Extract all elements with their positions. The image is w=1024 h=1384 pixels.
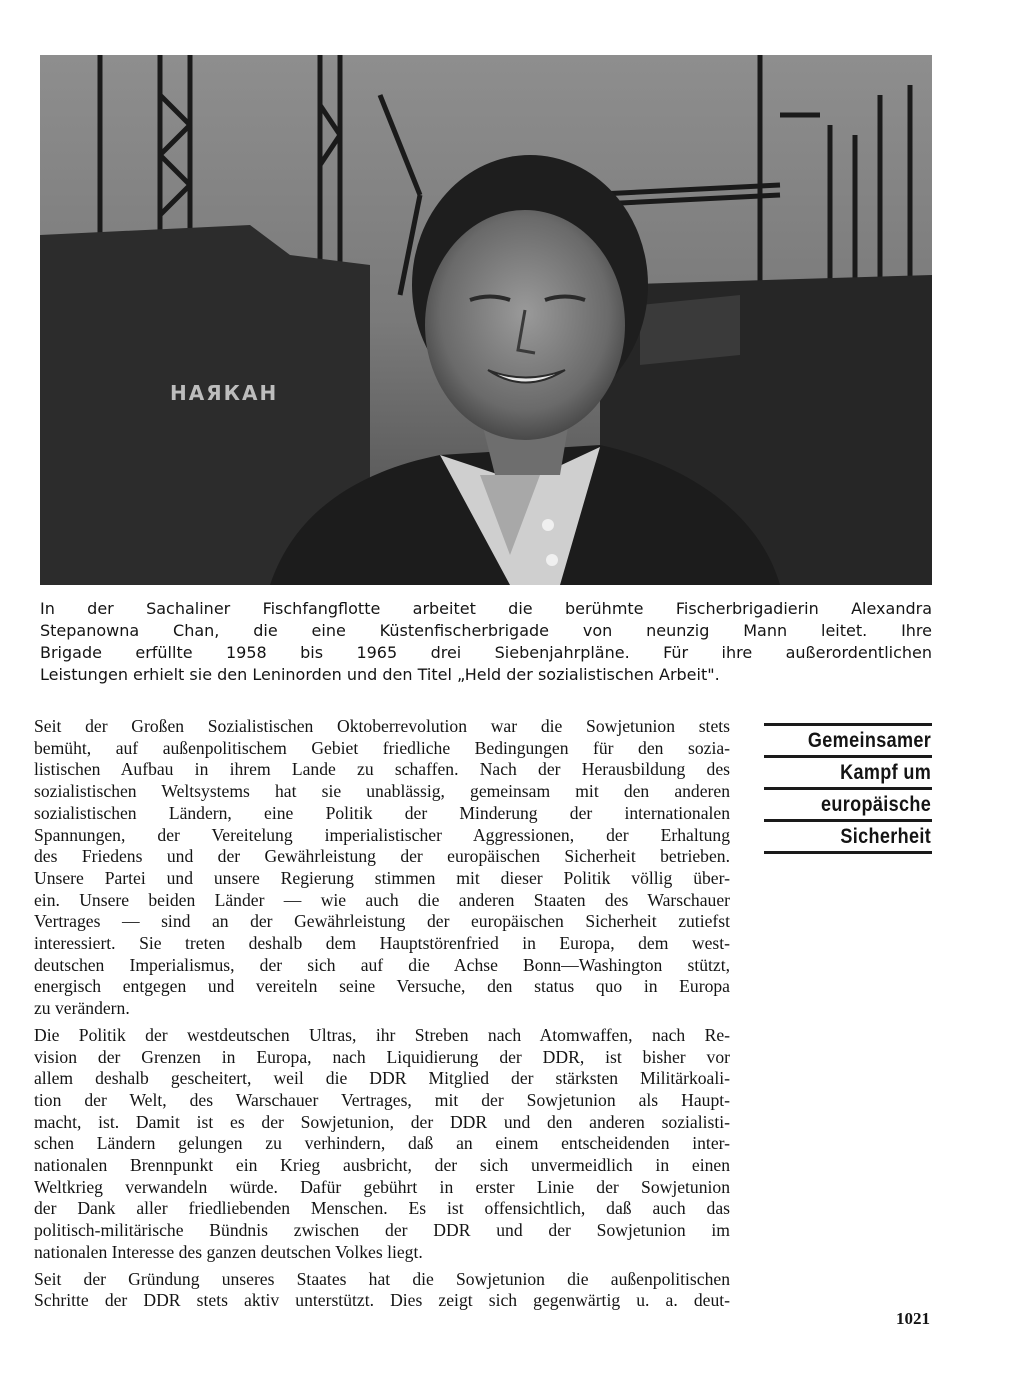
text-line: ein. Unsere beiden Länder — wie auch die anderen Staaten des Warschauer bbox=[34, 889, 730, 910]
boat-lettering: НАЯКАН bbox=[170, 381, 279, 405]
text-line: energisch entgegen und vereiteln seine Versuche, den status quo in Europa bbox=[34, 976, 730, 997]
caption-line: Stepanowna Chan, die eine Küstenfischerbrigade von neunzig Mann leitet. Ihre bbox=[40, 621, 932, 640]
text-line: tion der Welt, des Warschauer Vertrages, mit der Sowjetunion als Haupt- bbox=[34, 1089, 730, 1110]
heading-line: europäische bbox=[820, 793, 932, 816]
sidebar-heading bbox=[764, 723, 932, 854]
text-line: nationalen Interesse des ganzen deutschen Volkes liegt. bbox=[34, 1241, 423, 1262]
heading-line: Sicherheit bbox=[840, 825, 932, 848]
text-line: der Dank aller friedliebenden Menschen. Es ist offensichtlich, daß auch das bbox=[34, 1198, 730, 1219]
heading-rule bbox=[764, 851, 932, 854]
text-line: Unsere Partei und unsere Regierung stimmen mit dieser Politik völlig über- bbox=[34, 867, 730, 888]
text-line: sozialistischen Weltsystems hat sie unablässig, gemeinsam mit den anderen bbox=[34, 781, 730, 802]
text-line: sozialistischen Ländern, eine Politik der Minderung der internationalen bbox=[34, 802, 730, 823]
caption-line: Brigade erfüllte 1958 bis 1965 drei Siebenjahrpläne. Für ihre außerordentlichen bbox=[40, 643, 932, 662]
text-line: Weltkrieg verwandeln würde. Dafür gebührt in erster Linie der Sowjetunion bbox=[34, 1176, 730, 1197]
paragraph-1 bbox=[34, 716, 730, 1020]
text-line: vision der Grenzen in Europa, nach Liquidierung der DDR, ist bisher vor bbox=[34, 1046, 730, 1067]
photo-illustration bbox=[40, 55, 932, 585]
photo-caption bbox=[40, 598, 932, 686]
text-line: politisch-militärische Bündnis zwischen der DDR und der Sowjetunion im bbox=[34, 1220, 730, 1241]
text-line: deutschen Imperialismus, der sich auf die Achse Bonn—Washington stützt, bbox=[34, 954, 730, 975]
text-line: zu verändern. bbox=[34, 998, 130, 1019]
text-line: Seit der Gründung unseres Staates hat die Sowjetunion die außenpolitischen bbox=[34, 1268, 730, 1289]
text-line: des Friedens und der Gewährleistung der europäischen Sicherheit betrieben. bbox=[34, 846, 730, 867]
caption-line: In der Sachaliner Fischfangflotte arbeitet die berühmte Fischerbrigadierin Alexandra bbox=[40, 599, 932, 618]
text-line: macht, ist. Damit ist es der Sowjetunion, der DDR und den anderen sozialisti- bbox=[34, 1111, 730, 1132]
text-line: schen Ländern gelungen zu verhindern, daß an einem entscheidenden inter- bbox=[34, 1133, 730, 1154]
text-line: bemüht, auf außenpolitischem Gebiet friedliche Bedingungen für den sozia- bbox=[34, 737, 730, 758]
article-body bbox=[34, 716, 730, 1317]
harbor-portrait-photo bbox=[40, 55, 932, 585]
text-line: nationalen Brennpunkt ein Krieg ausbricht, der sich unvermeidlich in einen bbox=[34, 1155, 730, 1176]
paragraph-2 bbox=[34, 1025, 730, 1264]
text-line: listischen Aufbau in ihrem Lande zu schaffen. Nach der Herausbildung des bbox=[34, 759, 730, 780]
text-line: interessiert. Sie treten deshalb dem Hauptstörenfried in Europa, dem west- bbox=[34, 933, 730, 954]
page-number: 1021 bbox=[896, 1309, 930, 1328]
heading-line: Kampf um bbox=[840, 761, 932, 784]
text-line: Die Politik der westdeutschen Ultras, ihr Streben nach Atomwaffen, nach Re- bbox=[34, 1024, 730, 1045]
caption-line: Leistungen erhielt sie den Leninorden und den Titel „Held der sozialistischen Arbeit". bbox=[40, 665, 720, 684]
text-line: Vertrages — sind an der Gewährleistung der europäischen Sicherheit zutiefst bbox=[34, 911, 730, 932]
text-line: Schritte der DDR stets aktiv unterstützt. Dies zeigt sich gegenwärtig u. a. deut- bbox=[34, 1290, 730, 1311]
text-line: Spannungen, der Vereitelung imperialistischer Aggressionen, der Erhaltung bbox=[34, 824, 730, 845]
paragraph-3 bbox=[34, 1269, 730, 1312]
heading-line: Gemeinsamer bbox=[807, 729, 932, 752]
text-line: Seit der Großen Sozialistischen Oktoberrevolution war die Sowjetunion stets bbox=[34, 716, 730, 736]
text-line: allem deshalb gescheitert, weil die DDR Mitglied der stärksten Militärkoali- bbox=[34, 1068, 730, 1089]
